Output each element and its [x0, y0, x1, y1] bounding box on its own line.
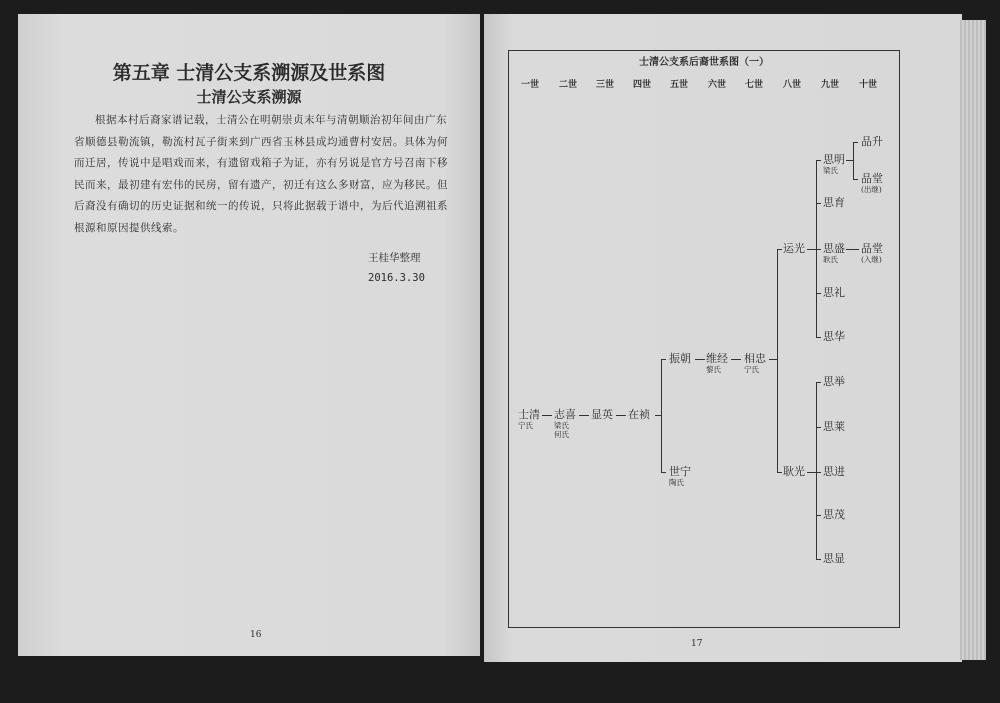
- node-sisheng: 思盛 耿氏: [823, 242, 845, 264]
- node-sijin: 思进: [823, 465, 845, 478]
- node-yunguang: 运光: [783, 242, 805, 255]
- node-xianying: 显英: [591, 408, 613, 421]
- node-zhenchao: 振朝: [669, 352, 691, 365]
- chart-title: 士清公支系后裔世系图（一）: [639, 57, 769, 68]
- connector: [777, 249, 782, 250]
- generation-label: 六世: [708, 80, 727, 90]
- connector: [816, 160, 821, 161]
- connector: [616, 415, 626, 416]
- page-number: 17: [691, 639, 703, 649]
- generation-label: 二世: [559, 80, 578, 90]
- node-gengguang: 耿光: [783, 465, 805, 478]
- connector: [816, 515, 821, 516]
- node-pinsheng: 品升: [861, 135, 883, 148]
- connector: [579, 415, 589, 416]
- body-text: [74, 110, 454, 239]
- connector: [816, 472, 821, 473]
- connector: [816, 249, 821, 250]
- page-edges: [960, 20, 986, 660]
- node-zaizhen: 在祯: [628, 408, 650, 421]
- node-shiqing: 士清 宁氏: [518, 408, 540, 430]
- node-xiangzhong: 相忠 宁氏: [744, 352, 766, 374]
- author: 王桂华整理: [368, 252, 421, 264]
- node-zhixi: 志喜 梁氏 何氏: [554, 408, 576, 439]
- node-sihua: 思华: [823, 330, 845, 343]
- page-number: 16: [250, 630, 262, 640]
- connector: [807, 472, 816, 473]
- node-simao: 思茂: [823, 508, 845, 521]
- connector: [816, 203, 821, 204]
- connector: [542, 415, 552, 416]
- date: 2016.3.30: [368, 272, 425, 284]
- connector: [816, 382, 821, 383]
- generation-label: 七世: [745, 80, 764, 90]
- node-sixian: 思显: [823, 552, 845, 565]
- node-shining: 世宁 陶氏: [669, 465, 691, 487]
- family-tree-chart: [508, 50, 900, 628]
- connector: [816, 559, 821, 560]
- left-page: [18, 14, 480, 656]
- connector: [731, 359, 741, 360]
- generation-label: 八世: [783, 80, 802, 90]
- generation-label: 四世: [633, 80, 652, 90]
- connector: [769, 359, 777, 360]
- connector: [777, 472, 782, 473]
- connector: [846, 249, 859, 250]
- node-sili: 思礼: [823, 286, 845, 299]
- connector: [695, 359, 705, 360]
- connector: [853, 142, 858, 143]
- node-siming: 思明 梁氏: [823, 153, 845, 175]
- node-siyu: 思育: [823, 196, 845, 209]
- node-pintang-1: 品堂 (出继): [861, 172, 883, 194]
- connector: [661, 359, 662, 472]
- connector: [816, 293, 821, 294]
- connector: [661, 359, 666, 360]
- paragraph: 根据本村后裔家谱记载，士清公在明朝崇贞末年与清朝顺治初年间由广东省顺德县勒流镇，勒流村瓦子街来到广西省玉林县成均通曹村安居。具体为何而迁居，传说中是唱戏而来，有遗留戏箱子为证，亦有另说是官方号召南下移民而来，最初建有宏伟的民房，留有遗产，初迁有这么多财富，应为移民。但后裔没有确切的历史证据和统一的传说，只将此据载于谱中，为后代追溯祖系根源和原因提供线索。: [74, 114, 448, 234]
- connector: [816, 382, 817, 559]
- connector: [816, 427, 821, 428]
- connector: [661, 472, 666, 473]
- right-page: [484, 14, 962, 662]
- connector: [853, 179, 858, 180]
- node-silai: 思莱: [823, 420, 845, 433]
- connector: [777, 249, 778, 472]
- generation-label: 三世: [596, 80, 615, 90]
- connector: [807, 249, 816, 250]
- generation-label: 十世: [859, 80, 878, 90]
- connector: [816, 337, 821, 338]
- node-weijing: 维经 黎氏: [706, 352, 728, 374]
- generation-label: 一世: [521, 80, 540, 90]
- node-pintang-2: 品堂 (入继): [861, 242, 883, 264]
- node-siju: 思举: [823, 375, 845, 388]
- generation-label: 九世: [821, 80, 840, 90]
- connector: [853, 142, 854, 179]
- section-title: 士清公支系溯源: [196, 88, 302, 106]
- generation-label: 五世: [670, 80, 689, 90]
- connector: [846, 160, 853, 161]
- chapter-title: 第五章 士清公支系溯源及世系图: [112, 62, 386, 84]
